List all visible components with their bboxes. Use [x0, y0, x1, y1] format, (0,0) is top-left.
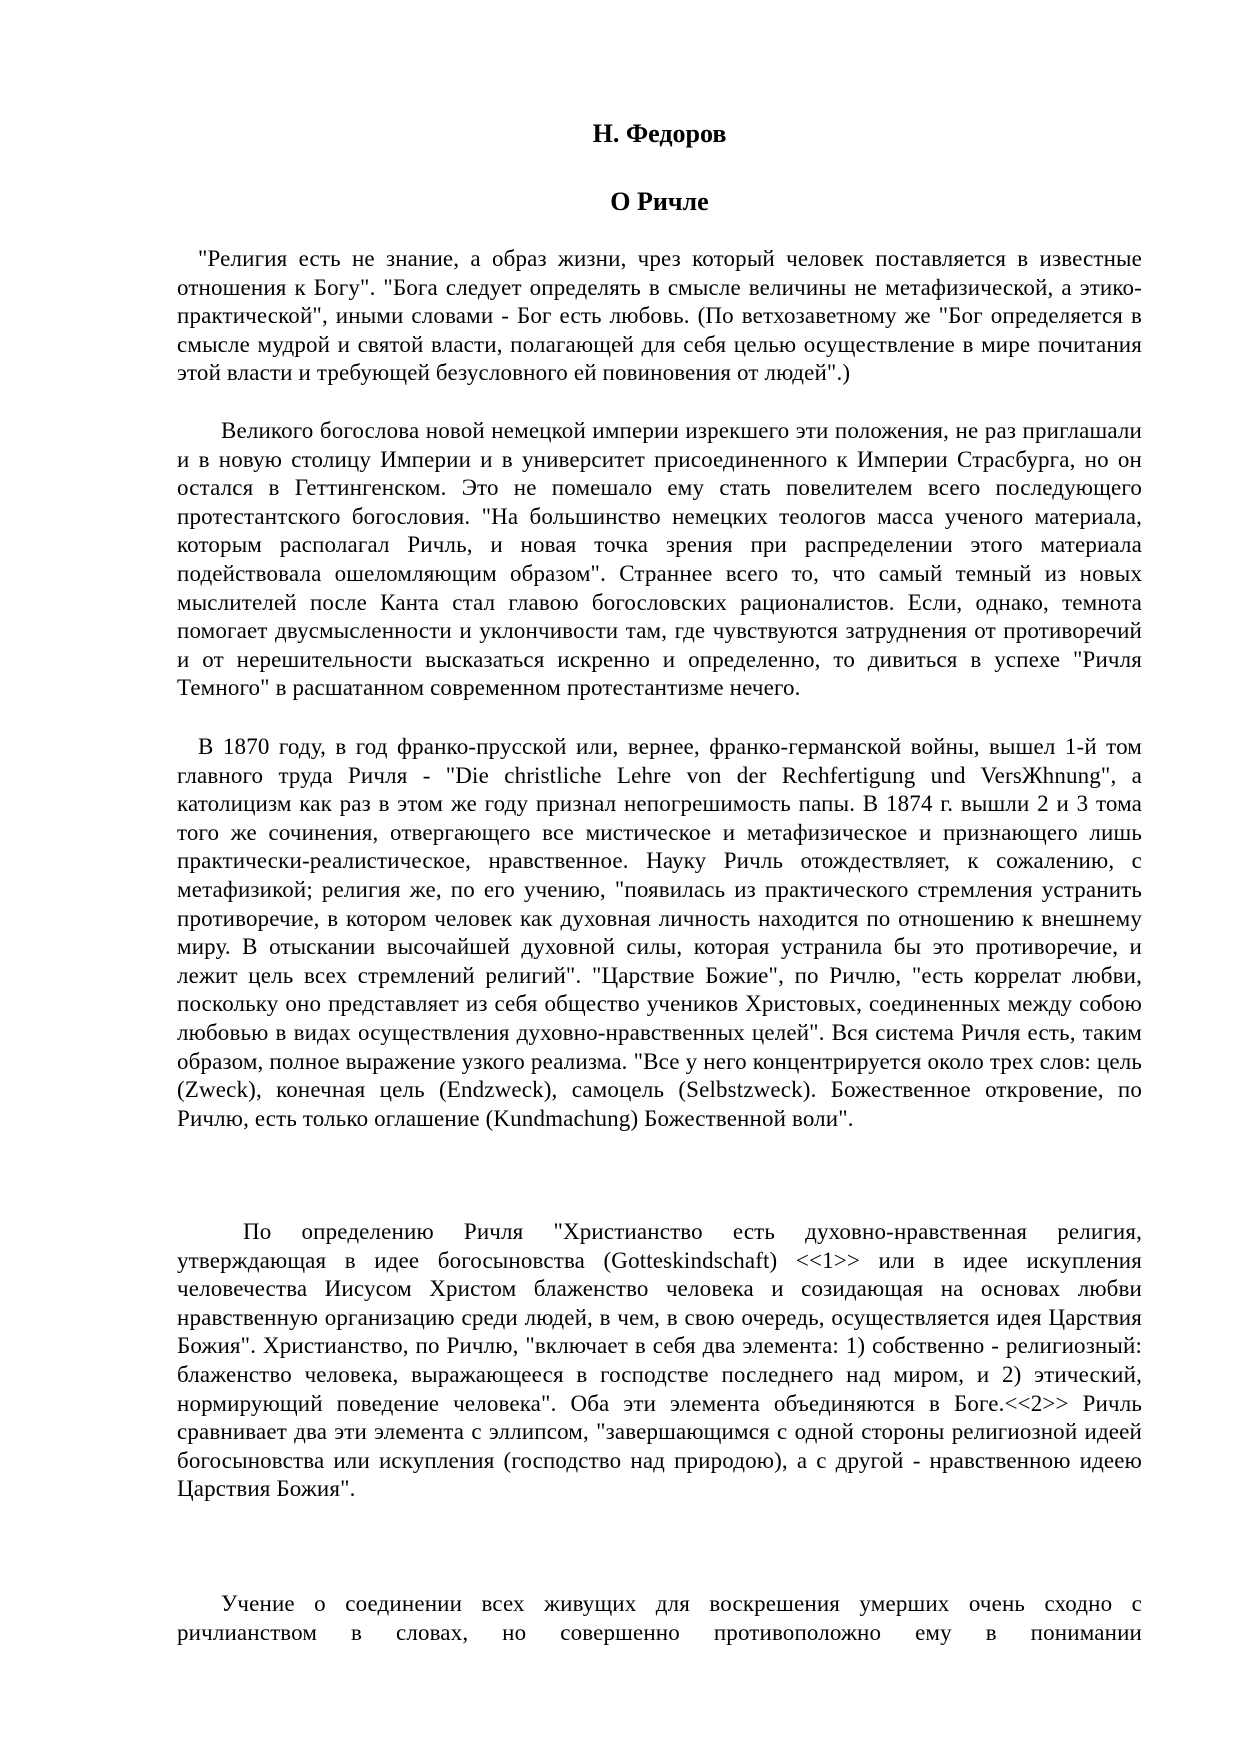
paragraph-4: По определению Ричля "Христианство есть духовно-нравственная религия, утверждающая в идее богосыновства (Gotteskindschaft) <<1>> или в идее искупления человечества Иисусом Христом блаженство человека и созидающая на основах любви нравственную организацию среди людей, в чем, в свою очередь, осуществляется идея Царствия Божия". Христианство, по Ричлю, "включает в себя два элемента: 1) собственно - религиозный: блаженство человека, выражающееся в господстве последнего над миром, и 2) этический, нормирующий поведение человека". Оба эти элемента объединяются в Боге.<<2>> Ричль сравнивает два эти элемента с эллипсом, "завершающимся с одной стороны религиозной идеей богосыновства или искупления (господство над природою), а с другой - нравственною идеею Царствия Божия". — [177, 1219, 1142, 1502]
paragraph-3: В 1870 году, в год франко-прусской или, вернее, франко-германской войны, вышел 1-й том главного труда Ричля - "Die christliche Lehre von der Rechfertigung und VersЖhnung", а католицизм как раз в этом же году признал непогрешимость папы. В 1874 г. вышли 2 и 3 тома того же сочинения, отвергающего все мистическое и метафизическое и признающего лишь практически-реалистическое, нравственное. Науку Ричль отождествляет, к сожалению, с метафизикой; религия же, по его учению, "появилась из практического стремления устранить противоречие, в котором человек как духовная личность находится по отношению к внешнему миру. В отыскании высочайшей духовной силы, которая устранила бы это противоречие, и лежит цель всех стремлений религий". "Царствие Божие", по Ричлю, "есть коррелат любви, поскольку оно представляет из себя общество учеников Христовых, соединенных между собою любовью в видах осуществления духовно-нравственных целей". Вся система Ричля есть, таким образом, полное выражение узкого реализма. "Все у него концентрируется около трех слов: цель (Zweck), конечная цель (Endzweck), самоцель (Selbstzweck). Божественное откровение, по Ричлю, есть только оглашение (Kundmachung) Божественной воли". — [177, 734, 1142, 1131]
paragraph-1: "Религия есть не знание, а образ жизни, чрез который человек поставляется в известные отношения к Богу". "Бога следует определять в смысле величины не метафизической, а этико-практической", иными словами - Бог есть любовь. (По ветхозаветному же "Бог определяется в смысле мудрой и святой власти, полагающей для себя целью осуществление в мире почитания этой власти и требующей безусловного ей повиновения от людей".) — [177, 246, 1142, 386]
article-title: О Ричле — [610, 187, 709, 216]
paragraph-5: Учение о соединении всех живущих для воскрешения умерших очень сходно с ричлианством в словах, но совершенно противоположно ему в понимании — [177, 1591, 1142, 1645]
paragraph-2: Великого богослова новой немецкой империи изрекшего эти положения, не раз приглашали и в новую столицу Империи и в университет присоединенного к Империи Страсбурга, но он остался в Геттингенском. Это не помешало ему стать повелителем всего последующего протестантского богословия. "На большинство немецких теологов масса ученого материала, которым располагал Ричль, и новая точка зрения при распределении этого материала подействовала ошеломляющим образом". Страннее всего то, что самый темный из новых мыслителей после Канта стал главою богословских рационалистов. Если, однако, темнота помогает двусмысленности и уклончивости там, где чувствуются затруднения от противоречий и от нерешительности высказаться искренно и определенно, то дивиться в успехе "Ричля Темного" в расшатанном современном протестантизме нечего. — [177, 418, 1142, 701]
author-name: Н. Федоров — [592, 119, 727, 148]
